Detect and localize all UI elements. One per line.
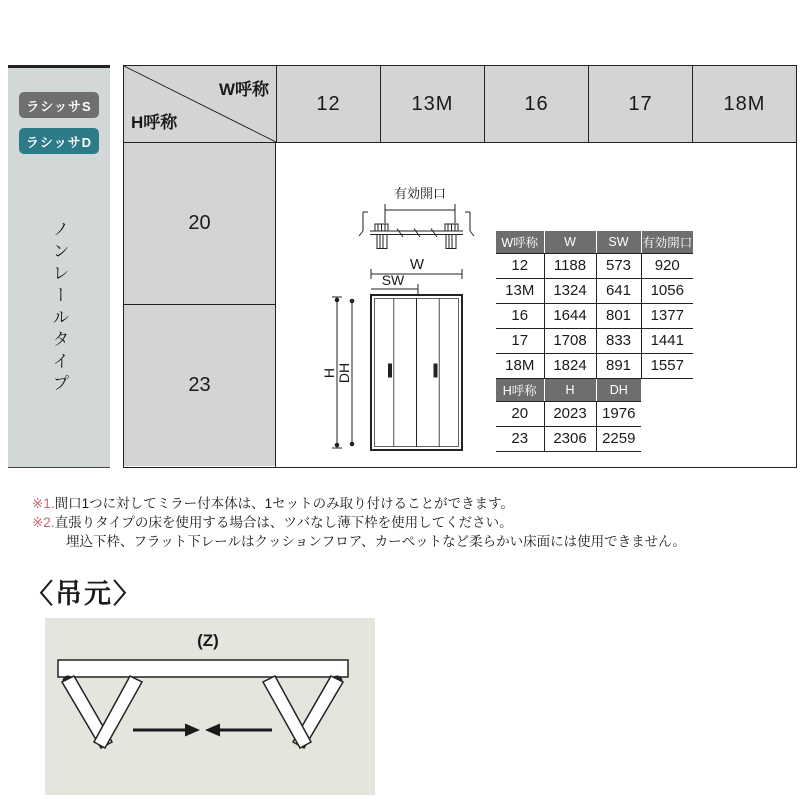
cell: 1056 [641,278,693,303]
series-badge-lasissa-d: ラシッサD [19,128,99,154]
col-header: SW [596,231,641,253]
cell: 833 [596,328,641,353]
h-row-20: 20 [124,143,275,305]
folded-door-left [62,676,142,749]
label-effective-opening: 有効開口 [393,186,447,201]
footnote-marker: ※2. [32,515,55,530]
table-row [496,278,693,303]
cell: 2023 [544,401,596,426]
height-dimensions-table [496,379,641,452]
cell: 1976 [596,401,641,426]
cell: 20 [496,401,544,426]
cell: 641 [596,278,641,303]
w-col-18m: 18M [692,66,796,142]
cell: 12 [496,253,544,278]
table-row [496,401,641,426]
cell: 891 [596,353,641,378]
cell: 801 [596,303,641,328]
table-row [496,353,693,378]
cell: 1441 [641,328,693,353]
cell: 13M [496,278,544,303]
matrix-body-cell [276,143,796,467]
cell: 573 [596,253,641,278]
track-bar [58,660,348,677]
folded-door-right [263,676,343,749]
product-series-sidebar [8,65,110,468]
footnote-text: 埋込下枠、フラット下レールはクッションフロア、カーペットなど柔らかい床面には使用できません。 [66,534,686,549]
series-badge-lasissa-s: ラシッサS [19,92,99,118]
table-row [496,328,693,353]
w-col-13m: 13M [380,66,484,142]
cell: 1188 [544,253,596,278]
col-header: DH [596,379,641,401]
hanging-side-diagram [45,618,375,795]
matrix-corner-cell [124,66,276,142]
cell: 2306 [544,426,596,451]
table-row [496,253,693,278]
cell: 17 [496,328,544,353]
h-row-23: 23 [124,305,275,466]
label-sw: SW [381,272,405,288]
col-header: H呼称 [496,379,544,401]
matrix-row-labels [124,143,276,467]
cell: 18M [496,353,544,378]
footnote-2 [32,513,686,532]
cell: 1708 [544,328,596,353]
matrix-header-row [124,66,796,143]
col-header: W呼称 [496,231,544,253]
footnote-text: 間口1つに対してミラー付本体は、1セットのみ取り付けることができます。 [54,496,515,511]
hanging-side-panel [45,618,375,795]
footnote-text: 直張りタイプの床を使用する場合は、ツバなし薄下枠を使用してください。 [54,515,513,530]
footnote-2-continued [32,532,686,551]
footnote-1 [32,494,686,513]
w-col-12: 12 [276,66,380,142]
h-axis-header: H呼称 [131,113,178,132]
label-w: W [409,256,425,273]
cell: 2259 [596,426,641,451]
footnote-marker: ※1. [32,496,55,511]
label-dh: DH [336,362,352,384]
cell: 1824 [544,353,596,378]
label-h: H [321,367,337,379]
width-dimensions-table [496,231,693,379]
col-header: W [544,231,596,253]
table-header-row [496,379,641,401]
w-col-17: 17 [588,66,692,142]
cell: 920 [641,253,693,278]
cell: 1644 [544,303,596,328]
z-label: (Z) [197,631,219,650]
col-header: H [544,379,596,401]
footnotes [32,494,686,551]
close-direction-arrows [133,724,272,737]
cell: 1377 [641,303,693,328]
cell: 16 [496,303,544,328]
type-label-nonrail: ノンレールタイプ [49,220,69,396]
hanging-side-title: 〈吊元〉 [26,579,142,609]
w-col-16: 16 [484,66,588,142]
cell: 23 [496,426,544,451]
table-row [496,426,641,451]
cell: 1557 [641,353,693,378]
table-row [496,303,693,328]
size-matrix-table [123,65,797,468]
cell: 1324 [544,278,596,303]
table-header-row [496,231,693,253]
col-header: 有効開口 [641,231,693,253]
w-axis-header: W呼称 [218,80,269,99]
